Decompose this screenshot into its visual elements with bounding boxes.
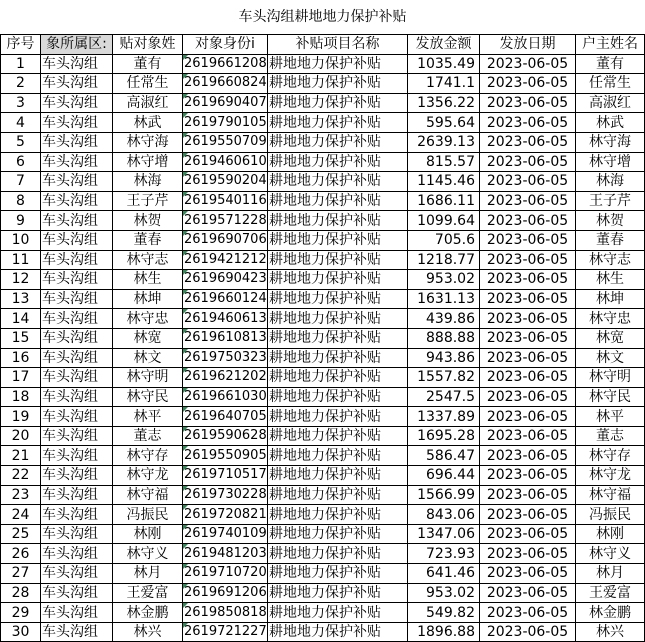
cell-id-number[interactable]: 2619661030 [183,387,268,407]
cell-amount[interactable]: 1741.1 [408,74,480,94]
cell-amount[interactable]: 439.86 [408,309,480,329]
cell-index[interactable]: 4 [1,113,41,133]
cell-region[interactable]: 车头沟组 [41,564,113,584]
cell-householder[interactable]: 林武 [576,113,645,133]
cell-householder[interactable]: 林守民 [576,387,645,407]
cell-index[interactable]: 28 [1,583,41,603]
cell-date[interactable]: 2023-06-05 [480,191,576,211]
col-header-householder[interactable]: 户主姓名 [576,35,645,55]
cell-date[interactable]: 2023-06-05 [480,622,576,642]
cell-id-number[interactable]: 2619690706 [183,230,268,250]
cell-date[interactable]: 2023-06-05 [480,544,576,564]
cell-id-number[interactable]: 2619750323 [183,348,268,368]
cell-id-number[interactable]: 2619460610 [183,152,268,172]
cell-id-number[interactable]: 2619590204 [183,172,268,192]
cell-date[interactable]: 2023-06-05 [480,270,576,290]
table-row [1,54,645,74]
cell-region[interactable]: 车头沟组 [41,74,113,94]
cell-index[interactable]: 13 [1,289,41,309]
cell-amount[interactable]: 953.02 [408,270,480,290]
cell-recipient-name[interactable]: 林守义 [113,544,183,564]
cell-id-number[interactable]: 2619690407 [183,93,268,113]
cell-id-number[interactable]: 2619660124 [183,289,268,309]
cell-subsidy-item[interactable]: 耕地地力保护补贴 [268,132,408,152]
cell-subsidy-item[interactable]: 耕地地力保护补贴 [268,191,408,211]
table-row [1,191,645,211]
cell-recipient-name[interactable]: 林守龙 [113,466,183,486]
cell-id-number[interactable]: 2619640705 [183,407,268,427]
cell-region[interactable]: 车头沟组 [41,250,113,270]
cell-index[interactable]: 9 [1,211,41,231]
cell-date[interactable]: 2023-06-05 [480,426,576,446]
cell-householder[interactable]: 林守龙 [576,466,645,486]
cell-region[interactable]: 车头沟组 [41,544,113,564]
cell-amount[interactable]: 641.46 [408,564,480,584]
cell-recipient-name[interactable]: 董春 [113,230,183,250]
cell-subsidy-item[interactable]: 耕地地力保护补贴 [268,309,408,329]
cell-subsidy-item[interactable]: 耕地地力保护补贴 [268,328,408,348]
cell-region[interactable]: 车头沟组 [41,309,113,329]
cell-index[interactable]: 30 [1,622,41,642]
cell-index[interactable]: 20 [1,426,41,446]
cell-subsidy-item[interactable]: 耕地地力保护补贴 [268,485,408,505]
cell-id-number[interactable]: 2619661208 [183,54,268,74]
cell-householder[interactable]: 林守明 [576,368,645,388]
cell-id-number[interactable]: 2619610813 [183,328,268,348]
cell-recipient-name[interactable]: 林武 [113,113,183,133]
cell-date[interactable]: 2023-06-05 [480,113,576,133]
cell-subsidy-item[interactable]: 耕地地力保护补贴 [268,250,408,270]
cell-id-number[interactable]: 2619660824 [183,74,268,94]
cell-amount[interactable]: 1218.77 [408,250,480,270]
cell-householder[interactable]: 林坤 [576,289,645,309]
cell-subsidy-item[interactable]: 耕地地力保护补贴 [268,270,408,290]
cell-recipient-name[interactable]: 林守忠 [113,309,183,329]
cell-index[interactable]: 6 [1,152,41,172]
cell-subsidy-item[interactable]: 耕地地力保护补贴 [268,544,408,564]
cell-region[interactable]: 车头沟组 [41,407,113,427]
cell-id-number[interactable]: 2619691206 [183,583,268,603]
table-row [1,505,645,525]
table-row [1,250,645,270]
table-row [1,603,645,623]
col-header-index[interactable]: 序号 [1,35,41,55]
cell-id-number[interactable]: 2619730228 [183,485,268,505]
cell-date[interactable]: 2023-06-05 [480,93,576,113]
cell-recipient-name[interactable]: 林刚 [113,524,183,544]
cell-recipient-name[interactable]: 林守明 [113,368,183,388]
cell-region[interactable]: 车头沟组 [41,583,113,603]
cell-householder[interactable]: 王子芹 [576,191,645,211]
cell-subsidy-item[interactable]: 耕地地力保护补贴 [268,54,408,74]
cell-amount[interactable]: 2639.13 [408,132,480,152]
cell-region[interactable]: 车头沟组 [41,289,113,309]
cell-date[interactable]: 2023-06-05 [480,172,576,192]
table-row [1,113,645,133]
cell-id-number[interactable]: 2619721227 [183,622,268,642]
cell-recipient-name[interactable]: 林守海 [113,132,183,152]
cell-amount[interactable]: 1347.06 [408,524,480,544]
table-row [1,564,645,584]
cell-amount[interactable]: 1337.89 [408,407,480,427]
cell-subsidy-item[interactable]: 耕地地力保护补贴 [268,289,408,309]
col-header-amount[interactable]: 发放金额 [408,35,480,55]
table-row [1,152,645,172]
cell-recipient-name[interactable]: 林生 [113,270,183,290]
cell-householder[interactable]: 冯振民 [576,505,645,525]
cell-householder[interactable]: 林守忠 [576,309,645,329]
table-row [1,426,645,446]
cell-region[interactable]: 车头沟组 [41,93,113,113]
table-row [1,309,645,329]
cell-id-number[interactable]: 2619720821 [183,505,268,525]
cell-id-number[interactable]: 2619590628 [183,426,268,446]
cell-subsidy-item[interactable]: 耕地地力保护补贴 [268,152,408,172]
cell-householder[interactable]: 林刚 [576,524,645,544]
table-row [1,270,645,290]
table-row [1,368,645,388]
col-header-date[interactable]: 发放日期 [480,35,576,55]
cell-index[interactable]: 17 [1,368,41,388]
cell-index[interactable]: 21 [1,446,41,466]
cell-amount[interactable]: 1356.22 [408,93,480,113]
table-row [1,407,645,427]
cell-amount[interactable]: 723.93 [408,544,480,564]
cell-amount[interactable]: 1695.28 [408,426,480,446]
cell-amount[interactable]: 953.02 [408,583,480,603]
cell-region[interactable]: 车头沟组 [41,485,113,505]
cell-recipient-name[interactable]: 林守福 [113,485,183,505]
cell-region[interactable]: 车头沟组 [41,328,113,348]
cell-amount[interactable]: 1566.99 [408,485,480,505]
cell-id-number[interactable]: 2619710720 [183,564,268,584]
cell-date[interactable]: 2023-06-05 [480,603,576,623]
cell-householder[interactable]: 林兴 [576,622,645,642]
cell-recipient-name[interactable]: 林坤 [113,289,183,309]
cell-index[interactable]: 2 [1,74,41,94]
cell-index[interactable]: 18 [1,387,41,407]
cell-amount[interactable]: 586.47 [408,446,480,466]
cell-subsidy-item[interactable]: 耕地地力保护补贴 [268,505,408,525]
cell-index[interactable]: 7 [1,172,41,192]
cell-region[interactable]: 车头沟组 [41,368,113,388]
cell-id-number[interactable]: 2619850818 [183,603,268,623]
cell-recipient-name[interactable]: 林宽 [113,328,183,348]
cell-amount[interactable]: 1145.46 [408,172,480,192]
cell-date[interactable]: 2023-06-05 [480,446,576,466]
cell-index[interactable]: 16 [1,348,41,368]
cell-date[interactable]: 2023-06-05 [480,368,576,388]
cell-id-number[interactable]: 2619481203 [183,544,268,564]
cell-index[interactable]: 10 [1,230,41,250]
cell-date[interactable]: 2023-06-05 [480,485,576,505]
col-header-id-number[interactable]: 对象身份i [183,35,268,55]
cell-recipient-name[interactable]: 林月 [113,564,183,584]
cell-region[interactable]: 车头沟组 [41,524,113,544]
cell-amount[interactable]: 943.86 [408,348,480,368]
cell-id-number[interactable]: 2619460613 [183,309,268,329]
header-row [1,35,645,55]
cell-date[interactable]: 2023-06-05 [480,328,576,348]
cell-recipient-name[interactable]: 林金鹏 [113,603,183,623]
cell-region[interactable]: 车头沟组 [41,132,113,152]
cell-date[interactable]: 2023-06-05 [480,230,576,250]
cell-region[interactable]: 车头沟组 [41,466,113,486]
cell-region[interactable]: 车头沟组 [41,211,113,231]
cell-index[interactable]: 14 [1,309,41,329]
cell-region[interactable]: 车头沟组 [41,191,113,211]
cell-date[interactable]: 2023-06-05 [480,54,576,74]
cell-recipient-name[interactable]: 董志 [113,426,183,446]
cell-region[interactable]: 车头沟组 [41,230,113,250]
cell-amount[interactable]: 1557.82 [408,368,480,388]
cell-recipient-name[interactable]: 王子芹 [113,191,183,211]
cell-subsidy-item[interactable]: 耕地地力保护补贴 [268,113,408,133]
cell-subsidy-item[interactable]: 耕地地力保护补贴 [268,466,408,486]
cell-amount[interactable]: 2547.5 [408,387,480,407]
cell-householder[interactable]: 林平 [576,407,645,427]
table-row [1,132,645,152]
cell-index[interactable]: 11 [1,250,41,270]
sheet-title: 车头沟组耕地地力保护补贴 [238,9,407,25]
cell-region[interactable]: 车头沟组 [41,446,113,466]
table-row [1,622,645,642]
cell-index[interactable]: 22 [1,466,41,486]
cell-amount[interactable]: 696.44 [408,466,480,486]
cell-subsidy-item[interactable]: 耕地地力保护补贴 [268,387,408,407]
table-row [1,230,645,250]
cell-amount[interactable]: 1035.49 [408,54,480,74]
cell-region[interactable]: 车头沟组 [41,622,113,642]
cell-index[interactable]: 12 [1,270,41,290]
cell-householder[interactable]: 林月 [576,564,645,584]
cell-amount[interactable]: 888.88 [408,328,480,348]
table-row [1,466,645,486]
cell-index[interactable]: 27 [1,564,41,584]
cell-subsidy-item[interactable]: 耕地地力保护补贴 [268,211,408,231]
cell-amount[interactable]: 1896.88 [408,622,480,642]
cell-subsidy-item[interactable]: 耕地地力保护补贴 [268,368,408,388]
cell-index[interactable]: 23 [1,485,41,505]
cell-amount[interactable]: 843.06 [408,505,480,525]
cell-region[interactable]: 车头沟组 [41,348,113,368]
cell-recipient-name[interactable]: 林守民 [113,387,183,407]
cell-householder[interactable]: 林守义 [576,544,645,564]
cell-householder[interactable]: 林守海 [576,132,645,152]
cell-householder[interactable]: 林贺 [576,211,645,231]
cell-date[interactable]: 2023-06-05 [480,466,576,486]
table-row [1,524,645,544]
cell-date[interactable]: 2023-06-05 [480,505,576,525]
table-row [1,74,645,94]
cell-recipient-name[interactable]: 林守存 [113,446,183,466]
table-row [1,289,645,309]
table-row [1,328,645,348]
cell-recipient-name[interactable]: 林平 [113,407,183,427]
cell-region[interactable]: 车头沟组 [41,426,113,446]
cell-region[interactable]: 车头沟组 [41,603,113,623]
cell-id-number[interactable]: 2619421212 [183,250,268,270]
cell-region[interactable]: 车头沟组 [41,387,113,407]
cell-subsidy-item[interactable]: 耕地地力保护补贴 [268,348,408,368]
cell-recipient-name[interactable]: 林兴 [113,622,183,642]
cell-recipient-name[interactable]: 高淑红 [113,93,183,113]
cell-date[interactable]: 2023-06-05 [480,524,576,544]
cell-id-number[interactable]: 2619740109 [183,524,268,544]
table-row [1,583,645,603]
cell-date[interactable]: 2023-06-05 [480,564,576,584]
cell-id-number[interactable]: 2619550709 [183,132,268,152]
cell-index[interactable]: 19 [1,407,41,427]
cell-recipient-name[interactable]: 林海 [113,172,183,192]
cell-householder[interactable]: 林守志 [576,250,645,270]
cell-recipient-name[interactable]: 林文 [113,348,183,368]
cell-recipient-name[interactable]: 林贺 [113,211,183,231]
cell-householder[interactable]: 林宽 [576,328,645,348]
cell-index[interactable]: 8 [1,191,41,211]
cell-householder[interactable]: 林海 [576,172,645,192]
table-row [1,93,645,113]
cell-region[interactable]: 车头沟组 [41,113,113,133]
cell-subsidy-item[interactable]: 耕地地力保护补贴 [268,622,408,642]
cell-householder[interactable]: 林守福 [576,485,645,505]
cell-householder[interactable]: 任常生 [576,74,645,94]
cell-amount[interactable]: 1631.13 [408,289,480,309]
cell-recipient-name[interactable]: 冯振民 [113,505,183,525]
table-row [1,544,645,564]
cell-date[interactable]: 2023-06-05 [480,309,576,329]
table-row [1,172,645,192]
table-row [1,211,645,231]
cell-id-number[interactable]: 2619621202 [183,368,268,388]
cell-index[interactable]: 1 [1,54,41,74]
cell-subsidy-item[interactable]: 耕地地力保护补贴 [268,426,408,446]
table-body [1,54,645,642]
table-row [1,387,645,407]
table-row [1,446,645,466]
cell-amount[interactable]: 595.64 [408,113,480,133]
cell-date[interactable]: 2023-06-05 [480,74,576,94]
cell-amount[interactable]: 549.82 [408,603,480,623]
cell-id-number[interactable]: 2619710517 [183,466,268,486]
cell-date[interactable]: 2023-06-05 [480,348,576,368]
cell-subsidy-item[interactable]: 耕地地力保护补贴 [268,583,408,603]
cell-region[interactable]: 车头沟组 [41,54,113,74]
cell-date[interactable]: 2023-06-05 [480,132,576,152]
cell-householder[interactable]: 林生 [576,270,645,290]
cell-subsidy-item[interactable]: 耕地地力保护补贴 [268,603,408,623]
cell-recipient-name[interactable]: 董有 [113,54,183,74]
cell-date[interactable]: 2023-06-05 [480,152,576,172]
cell-recipient-name[interactable]: 王爱富 [113,583,183,603]
cell-id-number[interactable]: 2619540116 [183,191,268,211]
cell-region[interactable]: 车头沟组 [41,172,113,192]
cell-subsidy-item[interactable]: 耕地地力保护补贴 [268,230,408,250]
cell-index[interactable]: 24 [1,505,41,525]
cell-index[interactable]: 3 [1,93,41,113]
cell-householder[interactable]: 董志 [576,426,645,446]
cell-subsidy-item[interactable]: 耕地地力保护补贴 [268,407,408,427]
cell-index[interactable]: 29 [1,603,41,623]
cell-recipient-name[interactable]: 任常生 [113,74,183,94]
cell-amount[interactable]: 1099.64 [408,211,480,231]
cell-id-number[interactable]: 2619571228 [183,211,268,231]
col-header-recipient-name[interactable]: 贴对象姓 [113,35,183,55]
cell-date[interactable]: 2023-06-05 [480,387,576,407]
table-row [1,348,645,368]
cell-householder[interactable]: 董春 [576,230,645,250]
cell-date[interactable]: 2023-06-05 [480,211,576,231]
cell-householder[interactable]: 林守增 [576,152,645,172]
cell-householder[interactable]: 林金鹏 [576,603,645,623]
cell-householder[interactable]: 董有 [576,54,645,74]
cell-subsidy-item[interactable]: 耕地地力保护补贴 [268,524,408,544]
table-row [1,485,645,505]
cell-id-number[interactable]: 2619690423 [183,270,268,290]
cell-amount[interactable]: 1686.11 [408,191,480,211]
cell-date[interactable]: 2023-06-05 [480,289,576,309]
cell-region[interactable]: 车头沟组 [41,270,113,290]
cell-date[interactable]: 2023-06-05 [480,250,576,270]
cell-region[interactable]: 车头沟组 [41,152,113,172]
cell-householder[interactable]: 林文 [576,348,645,368]
cell-date[interactable]: 2023-06-05 [480,583,576,603]
cell-id-number[interactable]: 2619550905 [183,446,268,466]
cell-index[interactable]: 15 [1,328,41,348]
cell-subsidy-item[interactable]: 耕地地力保护补贴 [268,446,408,466]
cell-householder[interactable]: 林守存 [576,446,645,466]
cell-amount[interactable]: 815.57 [408,152,480,172]
cell-subsidy-item[interactable]: 耕地地力保护补贴 [268,172,408,192]
cell-subsidy-item[interactable]: 耕地地力保护补贴 [268,93,408,113]
cell-householder[interactable]: 王爱富 [576,583,645,603]
cell-date[interactable]: 2023-06-05 [480,407,576,427]
col-header-subsidy-item[interactable]: 补贴项目名称 [268,35,408,55]
cell-index[interactable]: 25 [1,524,41,544]
cell-recipient-name[interactable]: 林守增 [113,152,183,172]
cell-subsidy-item[interactable]: 耕地地力保护补贴 [268,74,408,94]
cell-householder[interactable]: 高淑红 [576,93,645,113]
cell-region[interactable]: 车头沟组 [41,505,113,525]
cell-id-number[interactable]: 2619790105 [183,113,268,133]
cell-index[interactable]: 26 [1,544,41,564]
cell-subsidy-item[interactable]: 耕地地力保护补贴 [268,564,408,584]
cell-amount[interactable]: 705.6 [408,230,480,250]
cell-recipient-name[interactable]: 林守志 [113,250,183,270]
subsidy-table [0,34,645,642]
cell-index[interactable]: 5 [1,132,41,152]
col-header-region[interactable]: 象所属区: [41,35,113,55]
